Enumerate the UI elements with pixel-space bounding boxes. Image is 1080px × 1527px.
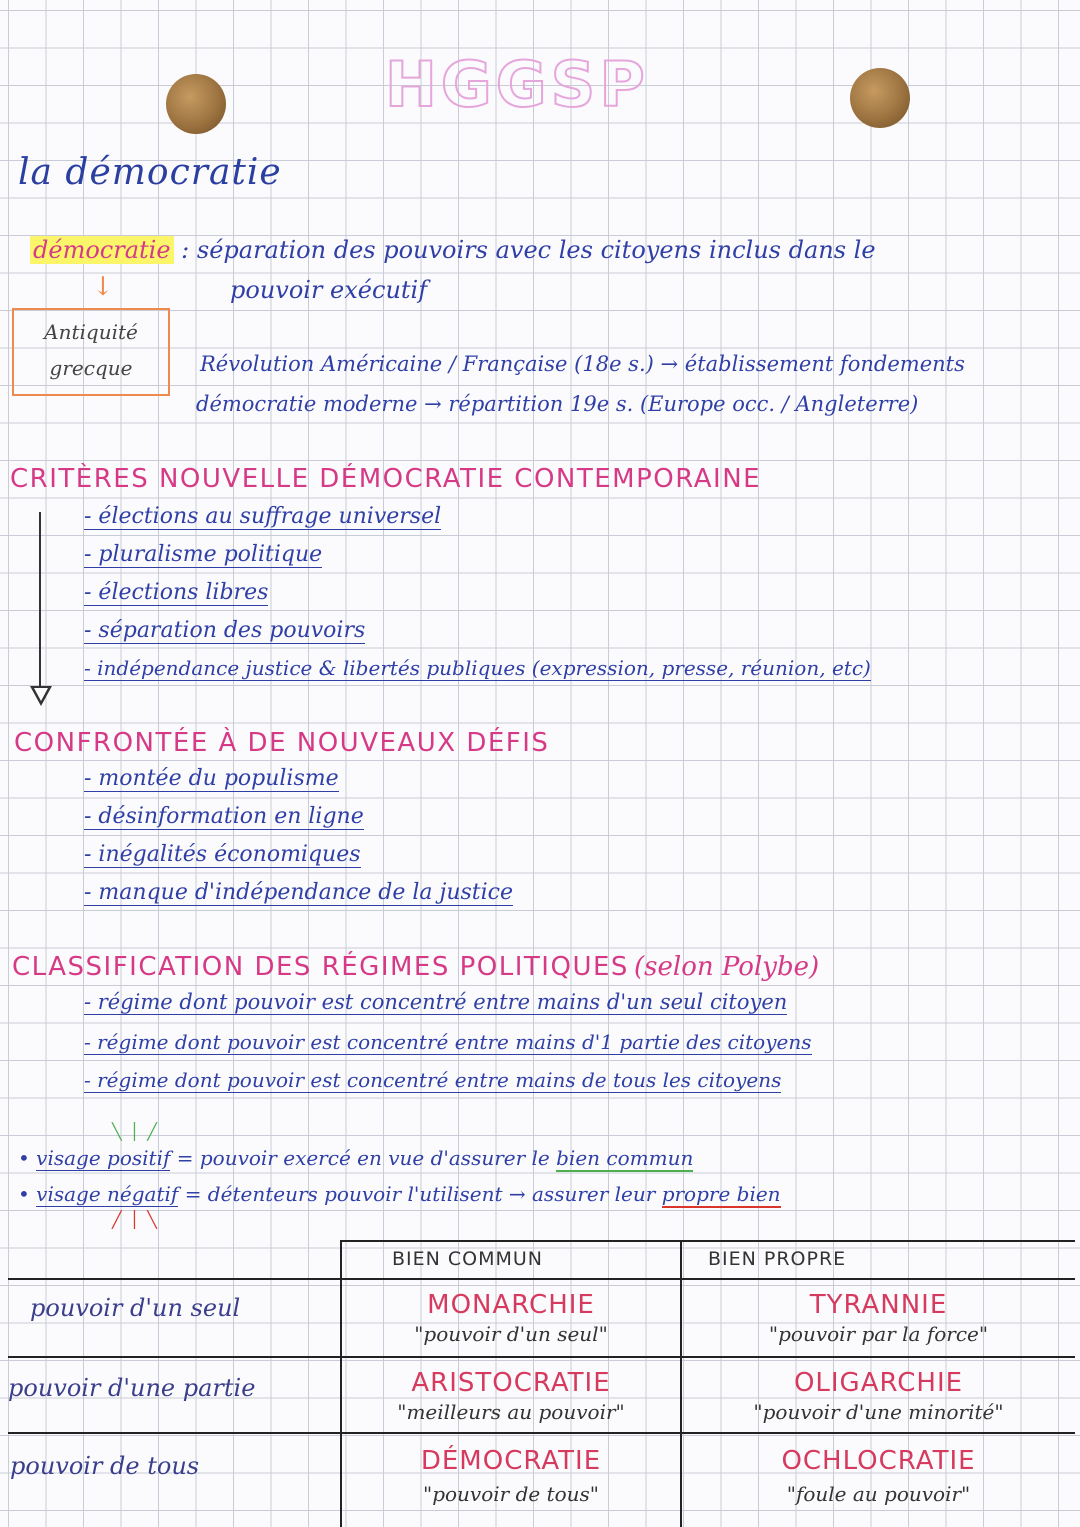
criteria-item: - élections au suffrage universel	[84, 504, 442, 529]
subject-heading: la démocratie	[18, 152, 282, 193]
classification-heading-row	[12, 952, 819, 982]
regime-good-quote: "pouvoir d'un seul"	[414, 1322, 608, 1346]
col-header-bien-propre: BIEN PROPRE	[708, 1248, 847, 1270]
regime-bad-quote: "pouvoir d'une minorité"	[753, 1400, 1004, 1424]
regime-good: DÉMOCRATIE	[420, 1446, 602, 1476]
down-arrow-icon-inner	[34, 688, 48, 701]
positive-label: visage positif	[36, 1146, 171, 1170]
criteria-arrow-line	[39, 512, 41, 690]
row-label: pouvoir de tous	[10, 1452, 200, 1480]
origin-line-1: Antiquité	[44, 320, 138, 344]
definition-line-2: pouvoir exécutif	[230, 276, 428, 304]
regime-bad: OCHLOCRATIE	[781, 1446, 976, 1476]
classification-item: - régime dont pouvoir est concentré entre mains d'1 partie des citoyens	[84, 1030, 812, 1054]
classification-item: - régime dont pouvoir est concentré entre mains de tous les citoyens	[84, 1068, 782, 1092]
regime-good: ARISTOCRATIE	[411, 1368, 611, 1398]
punch-hole-right	[850, 68, 910, 128]
regime-good-quote: "meilleurs au pouvoir"	[397, 1400, 625, 1424]
classification-source: (selon Polybe)	[634, 952, 820, 982]
negative-line: • visage négatif = détenteurs pouvoir l'utilisent → assurer leur propre bien	[18, 1182, 781, 1206]
punch-hole-left	[166, 74, 226, 134]
history-line-2: démocratie moderne → répartition 19e s. (Europe occ. / Angleterre)	[196, 392, 919, 416]
row-label: pouvoir d'un seul	[30, 1294, 241, 1322]
origin-line-2: grecque	[49, 356, 133, 380]
challenge-item: - manque d'indépendance de la justice	[84, 880, 513, 905]
definition-term: démocratie	[30, 236, 174, 264]
regime-good-quote: "pouvoir de tous"	[423, 1482, 599, 1506]
criteria-item: - pluralisme politique	[84, 542, 323, 567]
regime-bad-quote: "pouvoir par la force"	[768, 1322, 989, 1346]
regime-bad: TYRANNIE	[809, 1290, 948, 1320]
criteria-item: - élections libres	[84, 580, 269, 605]
history-line-1: Révolution Américaine / Française (18e s.) → établissement fondements	[200, 352, 965, 376]
col-header-bien-commun: BIEN COMMUN	[392, 1248, 544, 1270]
origin-box	[12, 308, 170, 396]
table-border-row1	[8, 1356, 1075, 1358]
classification-heading: CLASSIFICATION DES RÉGIMES POLITIQUES	[12, 952, 629, 982]
regime-bad: OLIGARCHIE	[793, 1368, 964, 1398]
criteria-heading: CRITÈRES NOUVELLE DÉMOCRATIE CONTEMPORAINE	[10, 464, 762, 494]
positive-line: • visage positif = pouvoir exercé en vue d'assurer le bien commun	[18, 1146, 694, 1170]
criteria-item: - indépendance justice & libertés publiques (expression, presse, réunion, etc)	[84, 656, 871, 680]
definition-text: : séparation des pouvoirs avec les citoyens inclus dans le	[181, 236, 876, 264]
page-title: HGGSP	[385, 48, 649, 121]
challenge-item: - inégalités économiques	[84, 842, 361, 867]
sparkle-marks: ╲│╱	[112, 1122, 165, 1141]
definition-line-1	[30, 236, 876, 264]
positive-text: = pouvoir exercé en vue d'assurer le	[176, 1146, 550, 1170]
criteria-item: - séparation des pouvoirs	[84, 618, 366, 643]
table-border-header	[8, 1278, 1075, 1280]
table-border-top	[340, 1240, 1075, 1242]
challenges-heading: CONFRONTÉE À DE NOUVEAUX DÉFIS	[14, 728, 550, 758]
regime-good: MONARCHIE	[427, 1290, 595, 1320]
negative-label: visage négatif	[36, 1182, 179, 1206]
arrow-down-icon: ↓	[92, 272, 114, 302]
classification-item: - régime dont pouvoir est concentré entre mains d'un seul citoyen	[84, 990, 788, 1014]
row-label: pouvoir d'une partie	[8, 1374, 256, 1402]
regime-bad-quote: "foule au pouvoir"	[786, 1482, 971, 1506]
sparkle-marks-bottom: ╱│╲	[112, 1210, 165, 1229]
table-border-row2	[8, 1432, 1075, 1434]
challenge-item: - montée du populisme	[84, 766, 339, 791]
positive-highlight: bien commun	[556, 1146, 694, 1170]
challenge-item: - désinformation en ligne	[84, 804, 364, 829]
negative-text: = détenteurs pouvoir l'utilisent → assurer leur	[184, 1182, 656, 1206]
negative-highlight: propre bien	[661, 1182, 781, 1206]
